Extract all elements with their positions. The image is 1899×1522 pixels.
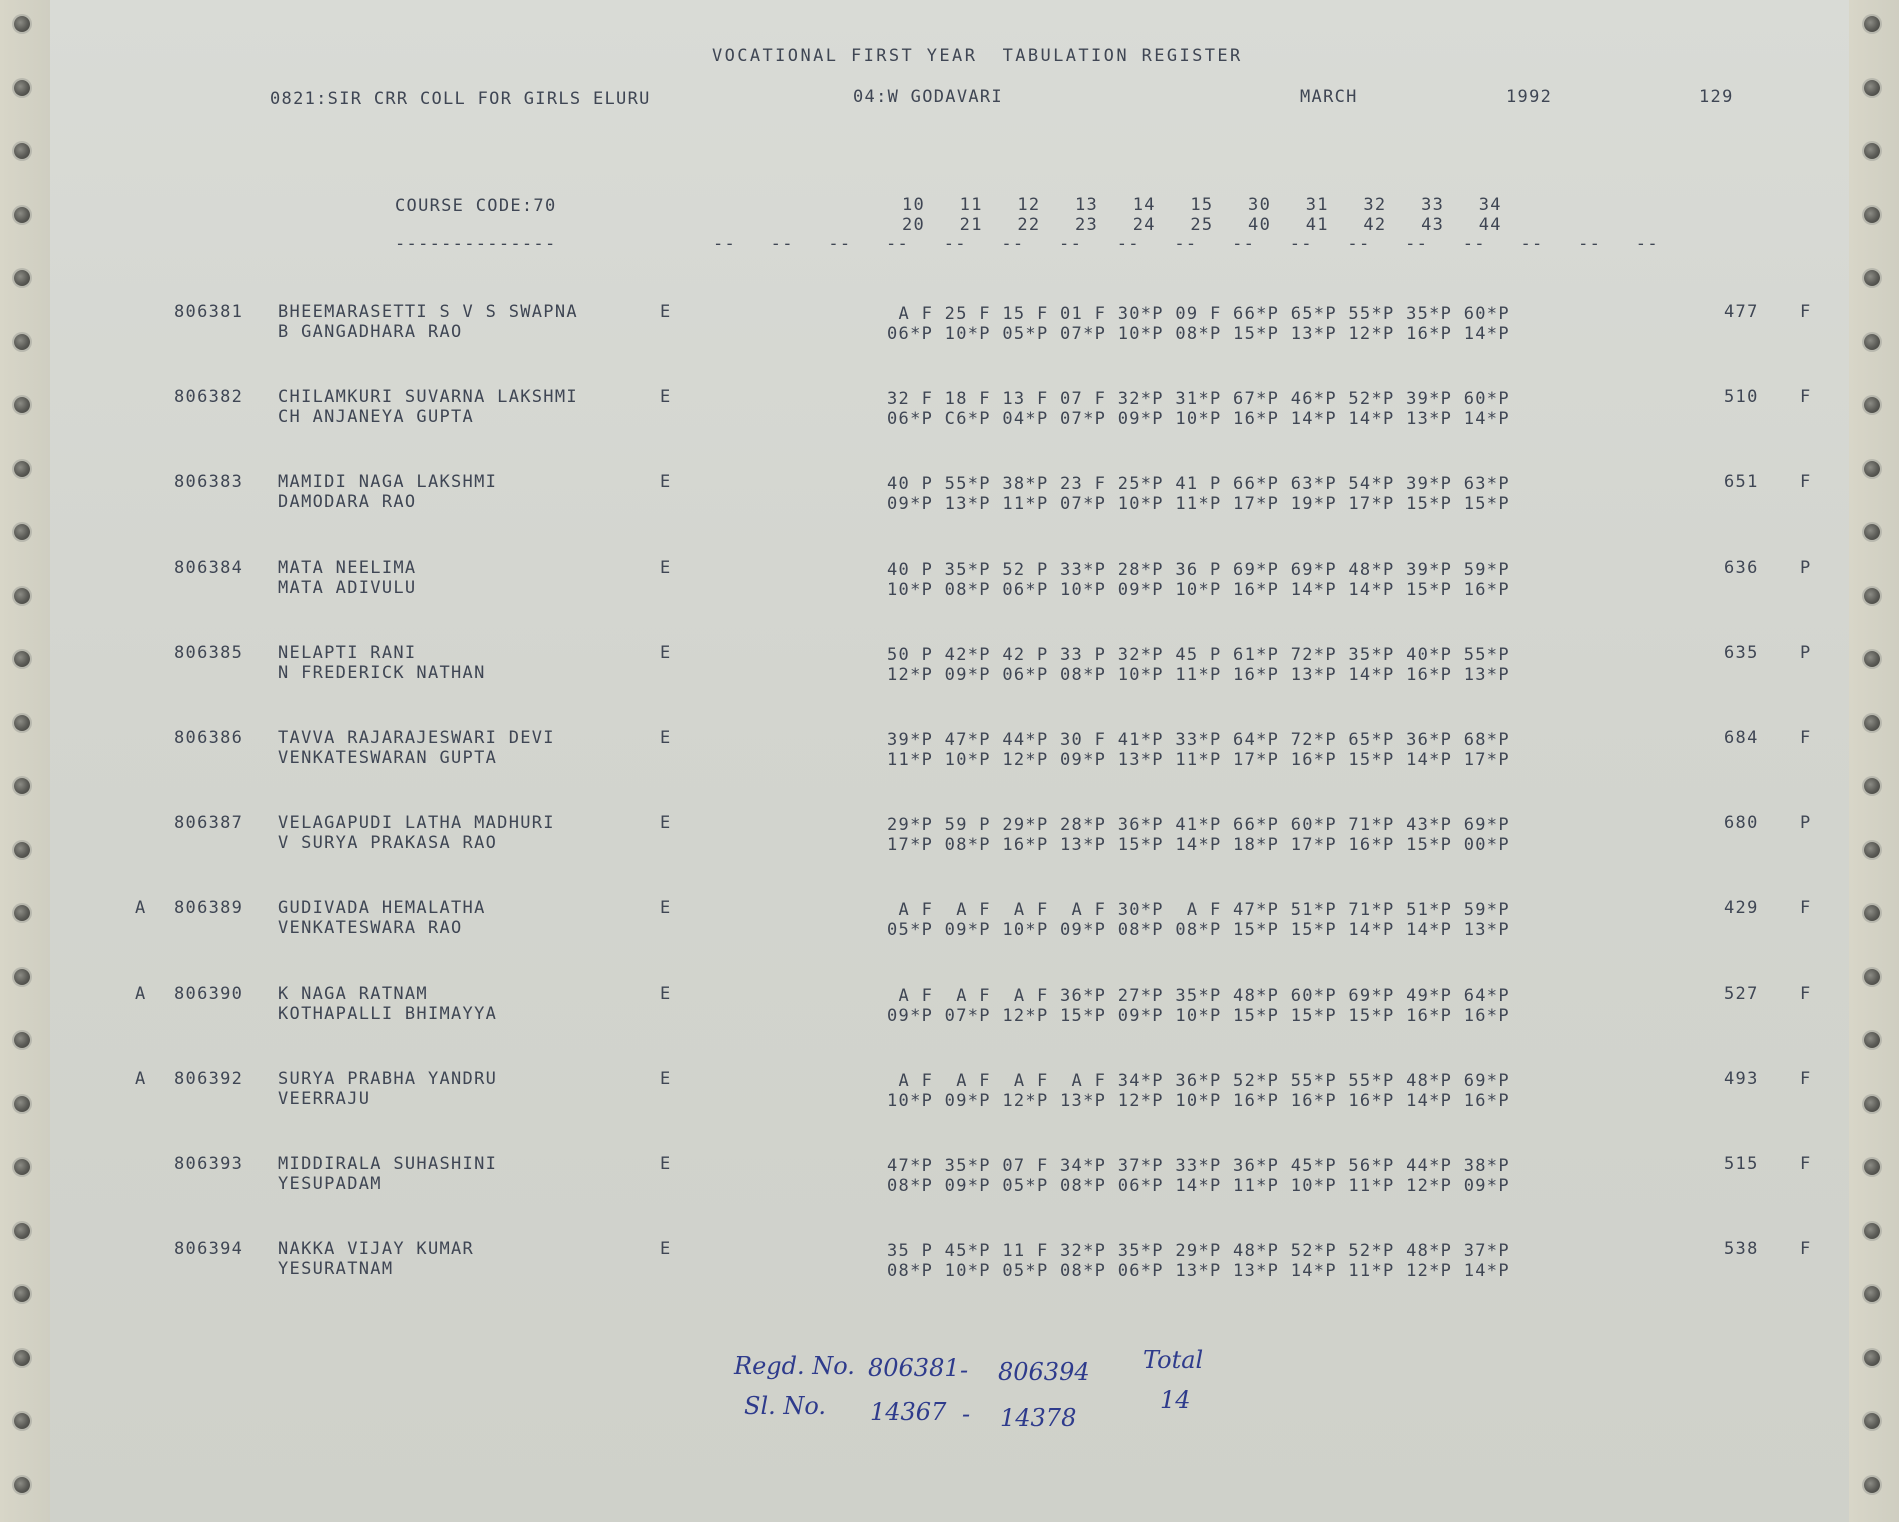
record-student-name: SURYA PRABHA YANDRU [278, 1068, 498, 1089]
record-student-name: MAMIDI NAGA LAKSHMI [278, 472, 498, 493]
record-marks-row-2: 09*P 13*P 11*P 07*P 10*P 11*P 17*P 19*P 17*P 15*P 15*P [887, 494, 1510, 515]
left-sprocket-hole [14, 1096, 30, 1112]
left-sprocket-hole [14, 1350, 30, 1366]
right-sprocket-hole [1864, 524, 1880, 540]
right-sprocket-hole [1864, 1032, 1880, 1048]
right-sprocket-hole [1864, 1350, 1880, 1366]
record-medium: E [660, 642, 672, 663]
record-total: 636 [1724, 557, 1759, 578]
record-marks-row-1: 32 F 18 F 13 F 07 F 32*P 31*P 67*P 46*P 52*P 39*P 60*P [887, 389, 1510, 410]
record-student-name: CHILAMKURI SUVARNA LAKSHMI [278, 387, 578, 408]
record-student-name: K NAGA RATNAM [278, 983, 428, 1004]
record-marks-row-2: 10*P 09*P 12*P 13*P 12*P 10*P 16*P 16*P 16*P 14*P 16*P [887, 1090, 1510, 1111]
record-reg-number: 806382 [174, 387, 244, 408]
right-sprocket-hole [1864, 715, 1880, 731]
left-sprocket-hole [14, 1223, 30, 1239]
record-reg-number: 806383 [174, 472, 244, 493]
record-marks-row-1: A F A F A F A F 30*P A F 47*P 51*P 71*P 51*P 59*P [887, 900, 1510, 921]
record-marks-row-1: 50 P 42*P 42 P 33 P 32*P 45 P 61*P 72*P 35*P 40*P 55*P [887, 644, 1510, 665]
record-reg-number: 806385 [174, 642, 244, 663]
sl-no-dash: - [962, 1400, 971, 1428]
record-student-name: MIDDIRALA SUHASHINI [278, 1154, 498, 1174]
course-code: COURSE CODE:70 [395, 196, 557, 216]
left-sprocket-hole [14, 588, 30, 604]
sl-no-from: 14367 [870, 1398, 947, 1426]
right-sprocket-hole [1864, 16, 1880, 32]
record-reg-number: 806393 [174, 1154, 244, 1174]
record-father-name: CH ANJANEYA GUPTA [278, 407, 475, 428]
left-sprocket-hole [14, 842, 30, 858]
record-result: P [1800, 813, 1812, 834]
record-flag: A [135, 898, 147, 919]
record-father-name: N FREDERICK NATHAN [278, 662, 486, 683]
record-student-name: VELAGAPUDI LATHA MADHURI [278, 813, 555, 834]
left-sprocket-hole [14, 1413, 30, 1429]
left-sprocket-hole [14, 207, 30, 223]
record-marks-row-1: 40 P 35*P 52 P 33*P 28*P 36 P 69*P 69*P 48*P 39*P 59*P [887, 559, 1510, 580]
record-marks-row-1: 47*P 35*P 07 F 34*P 37*P 33*P 36*P 45*P 56*P 44*P 38*P [887, 1156, 1510, 1176]
sl-no-to: 14378 [1000, 1404, 1077, 1432]
record-father-name: V SURYA PRAKASA RAO [278, 833, 498, 854]
record-total: 651 [1724, 472, 1759, 493]
record-total: 684 [1724, 728, 1759, 748]
record-marks-row-2: 08*P 10*P 05*P 08*P 06*P 13*P 13*P 14*P 11*P 12*P 14*P [887, 1261, 1510, 1282]
record-total: 493 [1724, 1068, 1759, 1089]
record-marks-row-1: 40 P 55*P 38*P 23 F 25*P 41 P 66*P 63*P 54*P 39*P 63*P [887, 474, 1510, 495]
record-marks-row-2: 09*P 07*P 12*P 15*P 09*P 10*P 15*P 15*P 15*P 16*P 16*P [887, 1005, 1510, 1026]
left-sprocket-hole [14, 1032, 30, 1048]
subject-codes-row-2: 20 21 22 23 24 25 40 41 42 43 44 [902, 215, 1502, 235]
right-sprocket-hole [1864, 270, 1880, 286]
column-dash-row: -- -- -- -- -- -- -- -- -- -- -- -- -- -- -- -- -- [713, 234, 1659, 254]
left-sprocket-hole [14, 143, 30, 159]
record-marks-row-2: 08*P 09*P 05*P 08*P 06*P 14*P 11*P 10*P 11*P 12*P 09*P [887, 1176, 1510, 1196]
record-result: F [1800, 983, 1812, 1004]
record-marks-row-2: 11*P 10*P 12*P 09*P 13*P 11*P 17*P 16*P 15*P 14*P 17*P [887, 750, 1510, 770]
right-sprocket-hole [1864, 842, 1880, 858]
right-sprocket-hole [1864, 461, 1880, 477]
record-medium: E [660, 983, 672, 1004]
record-marks-row-2: 17*P 08*P 16*P 13*P 15*P 14*P 18*P 17*P 16*P 15*P 00*P [887, 835, 1510, 856]
total-value: 14 [1160, 1386, 1191, 1414]
record-result: F [1800, 1239, 1812, 1260]
left-sprocket-hole [14, 334, 30, 350]
record-result: F [1800, 302, 1812, 322]
left-sprocket-hole [14, 778, 30, 794]
right-sprocket-hole [1864, 1477, 1880, 1493]
left-sprocket-hole [14, 1477, 30, 1493]
register-title: VOCATIONAL FIRST YEAR TABULATION REGISTER [712, 46, 1243, 66]
record-total: 429 [1724, 898, 1759, 919]
record-father-name: VENKATESWARAN GUPTA [278, 748, 498, 768]
right-sprocket-hole [1864, 207, 1880, 223]
record-total: 635 [1724, 642, 1759, 663]
right-sprocket-hole [1864, 1286, 1880, 1302]
record-total: 538 [1724, 1239, 1759, 1260]
left-sprocket-hole [14, 397, 30, 413]
record-total: 680 [1724, 813, 1759, 834]
page-number: 129 [1699, 87, 1734, 107]
right-sprocket-hole [1864, 1096, 1880, 1112]
record-medium: E [660, 898, 672, 919]
record-medium: E [660, 728, 672, 748]
left-sprocket-hole [14, 524, 30, 540]
record-marks-row-2: 10*P 08*P 06*P 10*P 09*P 10*P 16*P 14*P 14*P 15*P 16*P [887, 579, 1510, 600]
record-father-name: DAMODARA RAO [278, 492, 417, 513]
record-marks-row-2: 05*P 09*P 10*P 09*P 08*P 08*P 15*P 15*P 14*P 14*P 13*P [887, 920, 1510, 941]
right-sprocket-hole [1864, 397, 1880, 413]
left-sprocket-hole [14, 461, 30, 477]
district-name: 04:W GODAVARI [853, 87, 1003, 107]
record-medium: E [660, 813, 672, 834]
record-student-name: MATA NEELIMA [278, 557, 417, 578]
total-label: Total [1143, 1346, 1204, 1374]
record-father-name: YESUPADAM [278, 1174, 382, 1194]
record-reg-number: 806392 [174, 1068, 244, 1089]
sl-no-label: Sl. No. [744, 1392, 827, 1420]
record-reg-number: 806389 [174, 898, 244, 919]
record-result: P [1800, 642, 1812, 663]
record-father-name: B GANGADHARA RAO [278, 322, 463, 342]
left-sprocket-hole [14, 969, 30, 985]
record-marks-row-2: 06*P C6*P 04*P 07*P 09*P 10*P 16*P 14*P 14*P 13*P 14*P [887, 409, 1510, 430]
record-total: 510 [1724, 387, 1759, 408]
left-sprocket-hole [14, 1286, 30, 1302]
right-sprocket-hole [1864, 778, 1880, 794]
record-marks-row-2: 06*P 10*P 05*P 07*P 10*P 08*P 15*P 13*P 12*P 16*P 14*P [887, 324, 1510, 344]
record-medium: E [660, 557, 672, 578]
right-sprocket-hole [1864, 651, 1880, 667]
record-marks-row-1: A F A F A F 36*P 27*P 35*P 48*P 60*P 69*P 49*P 64*P [887, 985, 1510, 1006]
record-reg-number: 806386 [174, 728, 244, 748]
record-student-name: TAVVA RAJARAJESWARI DEVI [278, 728, 555, 748]
record-medium: E [660, 472, 672, 493]
record-father-name: VEERRAJU [278, 1088, 371, 1109]
right-sprocket-hole [1864, 1223, 1880, 1239]
left-sprocket-hole [14, 80, 30, 96]
record-medium: E [660, 1239, 672, 1260]
left-sprocket-hole [14, 651, 30, 667]
record-result: P [1800, 557, 1812, 578]
record-medium: E [660, 302, 672, 322]
right-sprocket-hole [1864, 80, 1880, 96]
record-marks-row-1: 39*P 47*P 44*P 30 F 41*P 33*P 64*P 72*P 65*P 36*P 68*P [887, 730, 1510, 750]
record-marks-row-1: A F A F A F A F 34*P 36*P 52*P 55*P 55*P 48*P 69*P [887, 1070, 1510, 1091]
record-father-name: MATA ADIVULU [278, 577, 417, 598]
record-student-name: NAKKA VIJAY KUMAR [278, 1239, 475, 1260]
record-medium: E [660, 387, 672, 408]
record-flag: A [135, 1068, 147, 1089]
record-reg-number: 806387 [174, 813, 244, 834]
exam-month: MARCH [1300, 87, 1358, 107]
record-flag: A [135, 983, 147, 1004]
right-sprocket-hole [1864, 143, 1880, 159]
record-result: F [1800, 1068, 1812, 1089]
record-result: F [1800, 898, 1812, 919]
record-total: 527 [1724, 983, 1759, 1004]
left-sprocket-hole [14, 270, 30, 286]
right-sprocket-hole [1864, 1413, 1880, 1429]
regd-no-label: Regd. No. [734, 1352, 855, 1380]
left-sprocket-hole [14, 715, 30, 731]
record-total: 515 [1724, 1154, 1759, 1174]
subject-codes-row-1: 10 11 12 13 14 15 30 31 32 33 34 [902, 195, 1502, 215]
right-sprocket-hole [1864, 969, 1880, 985]
regd-no-dash: - [960, 1356, 969, 1384]
regd-no-from: 806381 [868, 1354, 960, 1382]
record-student-name: BHEEMARASETTI S V S SWAPNA [278, 302, 578, 322]
regd-no-to: 806394 [998, 1358, 1090, 1386]
record-reg-number: 806384 [174, 557, 244, 578]
record-marks-row-1: 29*P 59 P 29*P 28*P 36*P 41*P 66*P 60*P 71*P 43*P 69*P [887, 815, 1510, 836]
right-sprocket-hole [1864, 334, 1880, 350]
record-marks-row-2: 12*P 09*P 06*P 08*P 10*P 11*P 16*P 13*P 14*P 16*P 13*P [887, 664, 1510, 685]
record-medium: E [660, 1154, 672, 1174]
record-father-name: YESURATNAM [278, 1259, 394, 1280]
college-name: 0821:SIR CRR COLL FOR GIRLS ELURU [270, 89, 651, 109]
record-medium: E [660, 1068, 672, 1089]
record-reg-number: 806390 [174, 983, 244, 1004]
record-father-name: VENKATESWARA RAO [278, 918, 463, 939]
record-father-name: KOTHAPALLI BHIMAYYA [278, 1003, 498, 1024]
right-sprocket-hole [1864, 1159, 1880, 1175]
exam-year: 1992 [1506, 87, 1553, 107]
right-sprocket-hole [1864, 588, 1880, 604]
record-result: F [1800, 472, 1812, 493]
record-result: F [1800, 387, 1812, 408]
record-total: 477 [1724, 302, 1759, 322]
record-student-name: GUDIVADA HEMALATHA [278, 898, 486, 919]
record-result: F [1800, 1154, 1812, 1174]
left-sprocket-hole [14, 905, 30, 921]
course-code-underline: -------------- [395, 234, 557, 254]
record-result: F [1800, 728, 1812, 748]
left-sprocket-hole [14, 16, 30, 32]
left-sprocket-hole [14, 1159, 30, 1175]
record-student-name: NELAPTI RANI [278, 642, 417, 663]
record-reg-number: 806381 [174, 302, 244, 322]
record-marks-row-1: A F 25 F 15 F 01 F 30*P 09 F 66*P 65*P 55*P 35*P 60*P [887, 304, 1510, 324]
record-reg-number: 806394 [174, 1239, 244, 1260]
record-marks-row-1: 35 P 45*P 11 F 32*P 35*P 29*P 48*P 52*P 52*P 48*P 37*P [887, 1241, 1510, 1262]
right-sprocket-hole [1864, 905, 1880, 921]
